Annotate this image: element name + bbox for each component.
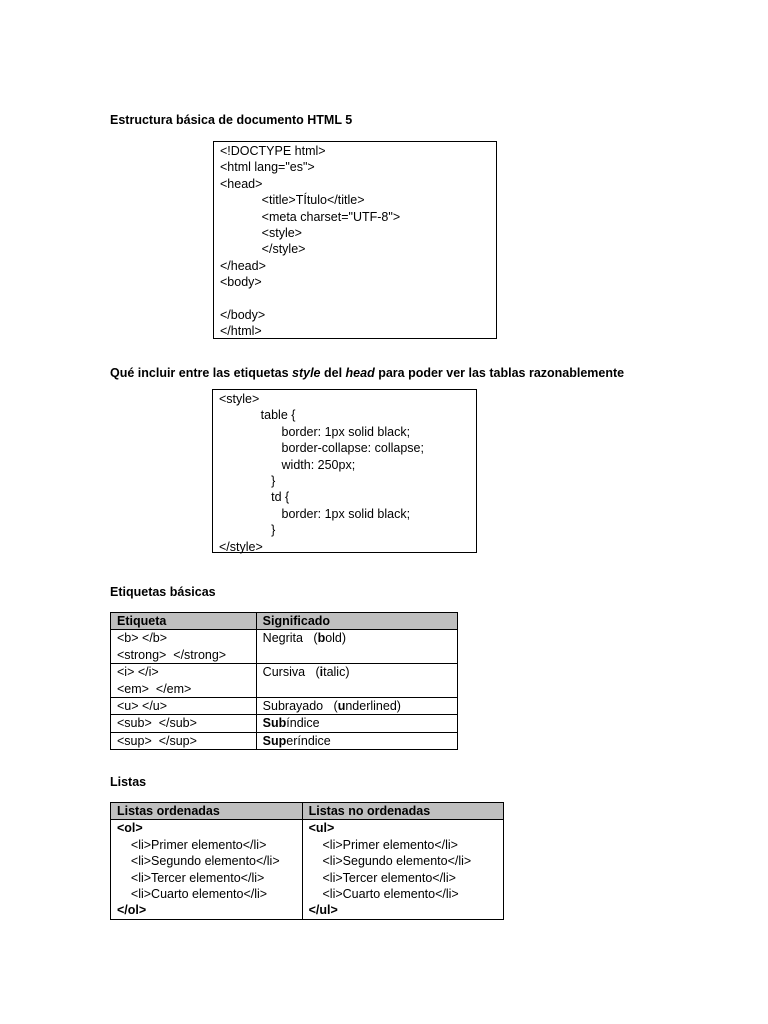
table-row (111, 820, 504, 919)
meaning-text: old) (325, 631, 347, 646)
meaning-bold: Sub (262, 716, 287, 731)
meaning-text: talic) (323, 665, 350, 680)
meaning-text: Cursiva ( (262, 665, 320, 680)
meaning-bold: u (337, 699, 346, 714)
tag-cell (111, 664, 257, 698)
li-line: <li>Primer elemento</li> (117, 837, 267, 852)
tag-text: <strong> </strong> (117, 647, 227, 662)
html5-structure-code-box (213, 141, 497, 339)
meaning-text: índice (286, 716, 320, 731)
heading-text: Qué incluir entre las etiquetas (110, 366, 293, 380)
meaning-cell (256, 698, 457, 715)
li-line: <li>Tercer elemento</li> (308, 870, 456, 885)
code-line: <style> (219, 392, 260, 406)
code-line: </style> (219, 539, 263, 554)
code-line: table { (219, 408, 296, 423)
code-line: } (219, 523, 276, 538)
column-header: Listas no ordenadas (302, 803, 503, 820)
code-line: </html> (220, 324, 262, 339)
style-css-code-box (212, 389, 477, 553)
table-header-row (111, 613, 458, 630)
code-line: border-collapse: collapse; (219, 441, 424, 456)
heading-text-italic: style (292, 366, 321, 380)
tag-cell (111, 715, 257, 732)
heading-text: del (320, 366, 346, 380)
code-line: <meta charset="UTF-8"> (220, 209, 401, 224)
ol-open-tag: <ol> (117, 821, 143, 836)
meaning-cell (256, 732, 457, 749)
code-line: } (219, 474, 276, 489)
code-line: </body> (220, 308, 266, 323)
ordered-list-cell (111, 820, 303, 919)
section-heading-listas: Listas (110, 775, 147, 789)
meaning-text: nderlined) (345, 699, 401, 714)
basic-tags-table (110, 612, 458, 750)
meaning-cell (256, 664, 457, 698)
li-line: <li>Segundo elemento</li> (308, 854, 472, 869)
li-line: <li>Tercer elemento</li> (117, 870, 265, 885)
meaning-text: eríndice (286, 733, 331, 748)
code-line: <html lang="es"> (220, 160, 315, 175)
code-line: <head> (220, 176, 263, 191)
tag-text: <b> </b> (117, 631, 168, 646)
tag-text: <em> </em> (117, 681, 192, 696)
table-header-row (111, 803, 504, 820)
meaning-cell (256, 715, 457, 732)
li-line: <li>Cuarto elemento</li> (308, 887, 459, 902)
meaning-text: Negrita ( (262, 631, 318, 646)
code-line: <body> (220, 275, 262, 290)
code-line: </style> (220, 242, 306, 257)
meaning-cell (256, 630, 457, 664)
meaning-text: Subrayado ( (262, 699, 338, 714)
column-header: Listas ordenadas (111, 803, 303, 820)
section-heading-etiquetas: Etiquetas básicas (110, 585, 216, 599)
meaning-bold: i (319, 665, 324, 680)
li-line: <li>Primer elemento</li> (308, 837, 458, 852)
code-line: border: 1px solid black; (219, 424, 411, 439)
li-line: <li>Cuarto elemento</li> (117, 887, 268, 902)
column-header: Etiqueta (111, 613, 257, 630)
meaning-bold: Sup (262, 733, 287, 748)
table-row (111, 630, 458, 664)
tag-text: <u> </u> (117, 699, 168, 714)
tag-text: <i> </i> (117, 665, 159, 680)
ul-open-tag: <ul> (308, 821, 335, 836)
lists-table (110, 802, 504, 920)
section-heading-style (110, 366, 624, 380)
heading-text: para poder ver las tablas razonablemente (374, 366, 625, 380)
tag-text: <sub> </sub> (117, 716, 197, 731)
code-line: <!DOCTYPE html> (220, 144, 326, 158)
tag-cell (111, 630, 257, 664)
code-line: border: 1px solid black; (219, 506, 411, 521)
tag-cell (111, 698, 257, 715)
tag-text: <sup> </sup> (117, 733, 197, 748)
section-heading-estructura: Estructura básica de documento HTML 5 (110, 113, 353, 127)
heading-text-italic: head (345, 366, 375, 380)
table-row (111, 664, 458, 698)
table-row (111, 715, 458, 732)
tag-cell (111, 732, 257, 749)
ol-close-tag: </ol> (117, 903, 147, 918)
column-header: Significado (256, 613, 457, 630)
code-line: <title>TÍtulo</title> (220, 193, 365, 208)
code-line: td { (219, 490, 290, 505)
table-row (111, 698, 458, 715)
ul-close-tag: </ul> (308, 903, 338, 918)
code-line: </head> (220, 258, 266, 273)
code-line: width: 250px; (219, 457, 356, 472)
meaning-bold: b (317, 631, 326, 646)
table-row (111, 732, 458, 749)
code-line: <style> (220, 226, 302, 241)
li-line: <li>Segundo elemento</li> (117, 854, 280, 869)
unordered-list-cell (302, 820, 503, 919)
code-line (220, 291, 490, 307)
